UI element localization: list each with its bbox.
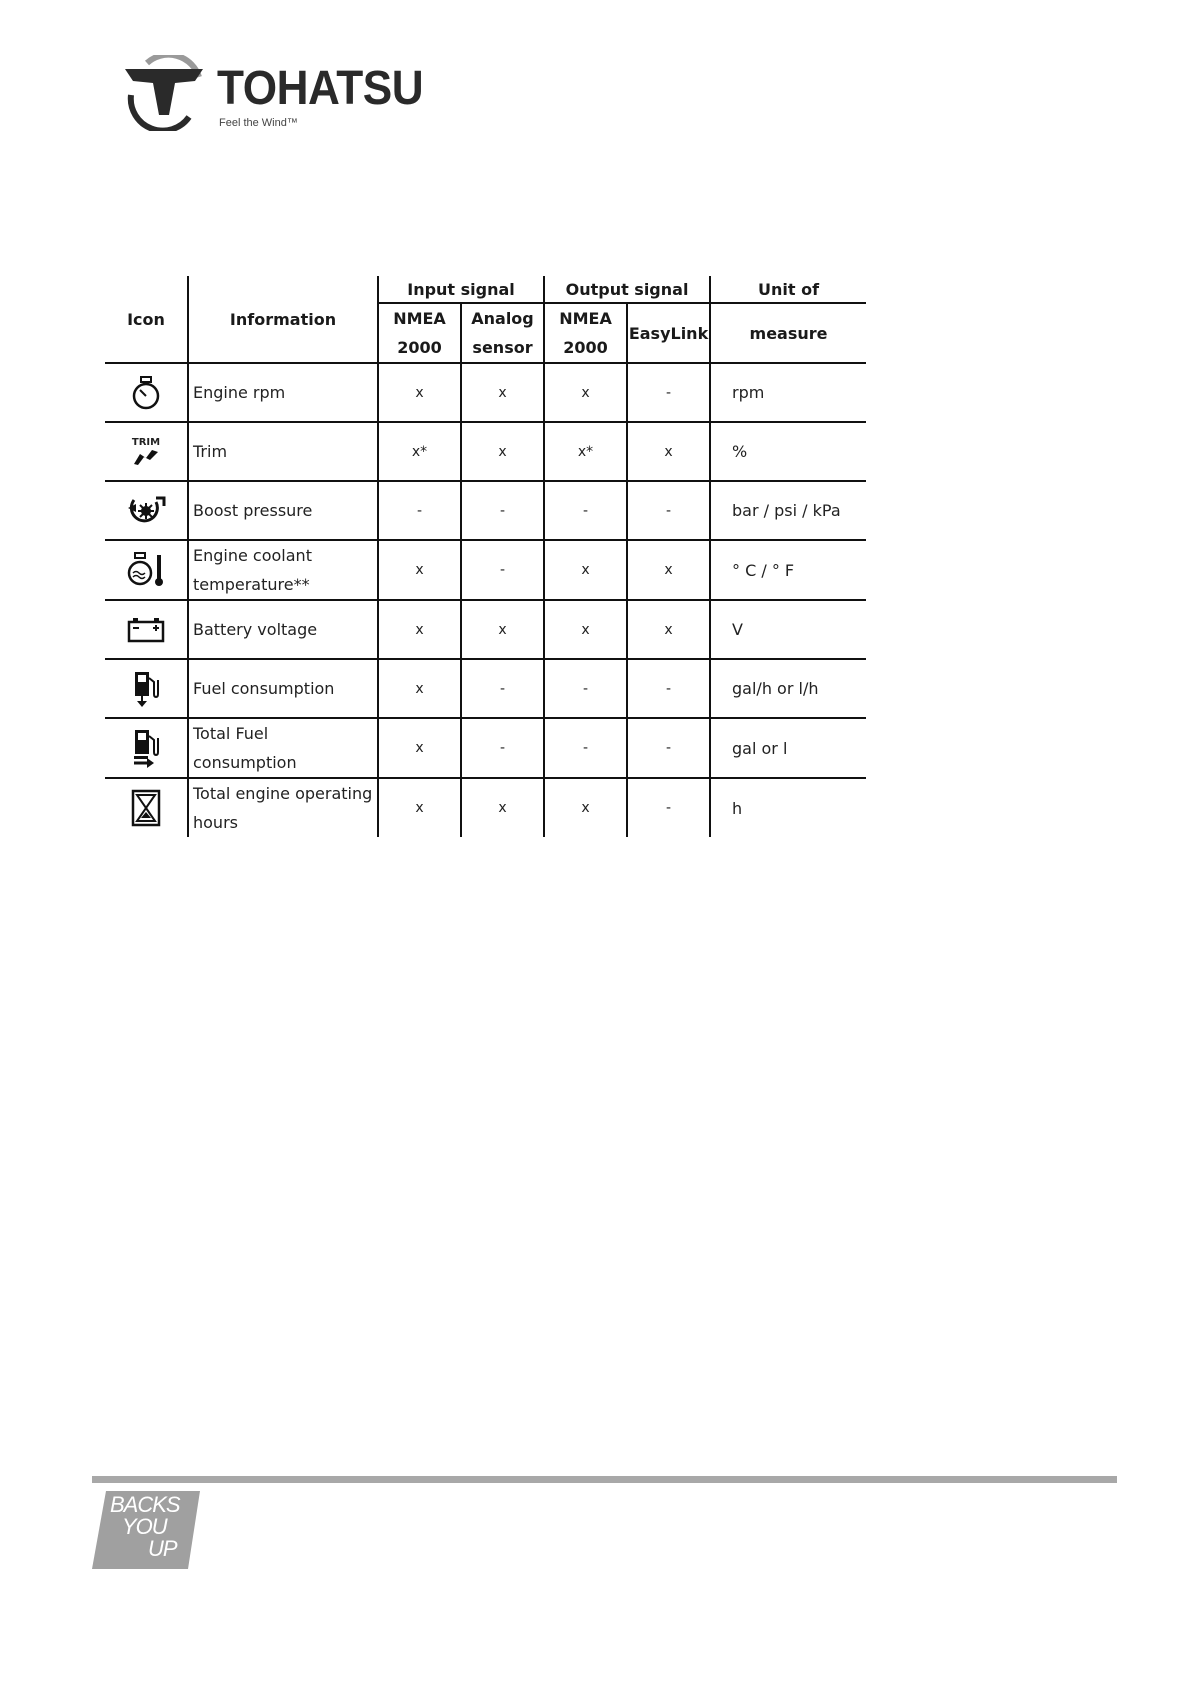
cell-nmea-in: x xyxy=(378,363,461,422)
cell-nmea-in: x xyxy=(378,718,461,778)
cell-nmea-out: x xyxy=(544,778,627,837)
boost-pressure-icon xyxy=(126,494,166,528)
backs-you-up-badge xyxy=(92,1491,200,1569)
cell-nmea-in: x xyxy=(378,659,461,718)
trim-icon-label: TRIM xyxy=(131,437,161,449)
header-output-signal: Output signal xyxy=(544,276,710,303)
cell-nmea-out: x xyxy=(544,540,627,600)
engine-data-table xyxy=(105,276,866,837)
cell-easylink: x xyxy=(627,600,710,659)
cell-nmea-in: x* xyxy=(378,422,461,481)
cell-unit: gal/h or l/h xyxy=(710,659,866,718)
cell-nmea-out: - xyxy=(544,481,627,540)
cell-analog: x xyxy=(461,600,544,659)
cell-analog: - xyxy=(461,540,544,600)
cell-unit: ° C / ° F xyxy=(710,540,866,600)
logo-wordmark: TOHATSU xyxy=(217,62,424,115)
fuel-consumption-icon xyxy=(132,670,160,708)
row-information: Boost pressure xyxy=(188,481,378,540)
cell-nmea-in: x xyxy=(378,600,461,659)
cell-easylink: x xyxy=(627,540,710,600)
cell-nmea-in: - xyxy=(378,481,461,540)
cell-easylink: - xyxy=(627,363,710,422)
cell-analog: - xyxy=(461,718,544,778)
badge-line2: YOU xyxy=(122,1514,167,1539)
table-row xyxy=(105,422,866,481)
row-information: Fuel consumption xyxy=(188,659,378,718)
cell-analog: x xyxy=(461,363,544,422)
footer-rule xyxy=(92,1476,1117,1483)
cell-nmea-out: - xyxy=(544,718,627,778)
table-row xyxy=(105,363,866,422)
badge-line1: BACKS xyxy=(110,1492,180,1517)
row-information: Engine coolant temperature** xyxy=(188,540,378,600)
cell-easylink: - xyxy=(627,659,710,718)
row-information: Trim xyxy=(188,422,378,481)
badge-line3: UP xyxy=(148,1536,177,1561)
header-easylink: EasyLink xyxy=(627,303,710,363)
table-row xyxy=(105,778,866,837)
tohatsu-emblem-icon xyxy=(125,55,203,131)
header-nmea-in: NMEA 2000 xyxy=(378,303,461,363)
cell-nmea-out: x xyxy=(544,600,627,659)
trim-icon xyxy=(132,448,160,466)
coolant-temperature-icon xyxy=(127,552,165,588)
cell-nmea-in: x xyxy=(378,540,461,600)
cell-easylink: - xyxy=(627,481,710,540)
cell-analog: x xyxy=(461,778,544,837)
cell-nmea-in: x xyxy=(378,778,461,837)
row-information: Total engine operating hours xyxy=(188,778,378,837)
row-information: Total Fuel consumption xyxy=(188,718,378,778)
cell-unit: V xyxy=(710,600,866,659)
cell-analog: x xyxy=(461,422,544,481)
cell-unit: h xyxy=(732,798,743,818)
header-unit-line1: Unit of xyxy=(710,276,866,303)
table-row xyxy=(105,659,866,718)
logo-tagline: Feel the Wind™ xyxy=(219,117,298,129)
cell-unit: bar / psi / kPa xyxy=(710,481,866,540)
cell-analog: - xyxy=(461,659,544,718)
header-analog: Analog sensor xyxy=(461,303,544,363)
header-input-signal: Input signal xyxy=(378,276,544,303)
cell-nmea-out: x xyxy=(544,363,627,422)
cell-easylink: - xyxy=(627,718,710,778)
tohatsu-logo xyxy=(125,55,425,135)
cell-unit: rpm xyxy=(710,363,866,422)
cell-nmea-out: - xyxy=(544,659,627,718)
row-information: Battery voltage xyxy=(188,600,378,659)
cell-easylink: - xyxy=(627,778,710,837)
battery-icon xyxy=(127,617,165,643)
hourglass-icon xyxy=(131,789,161,827)
table-row xyxy=(105,600,866,659)
table-row xyxy=(105,718,866,778)
cell-easylink: x xyxy=(627,422,710,481)
total-fuel-icon xyxy=(132,728,160,768)
header-icon: Icon xyxy=(105,276,188,363)
header-information: Information xyxy=(188,276,378,363)
engine-rpm-icon xyxy=(131,376,161,410)
table-row xyxy=(105,540,866,600)
table-row xyxy=(105,481,866,540)
row-information: Engine rpm xyxy=(188,363,378,422)
header-unit-line2: measure xyxy=(710,303,866,363)
cell-nmea-out: x* xyxy=(544,422,627,481)
cell-analog: - xyxy=(461,481,544,540)
header-nmea-out: NMEA 2000 xyxy=(544,303,627,363)
cell-unit: % xyxy=(710,422,866,481)
cell-unit: gal or l xyxy=(710,718,866,778)
